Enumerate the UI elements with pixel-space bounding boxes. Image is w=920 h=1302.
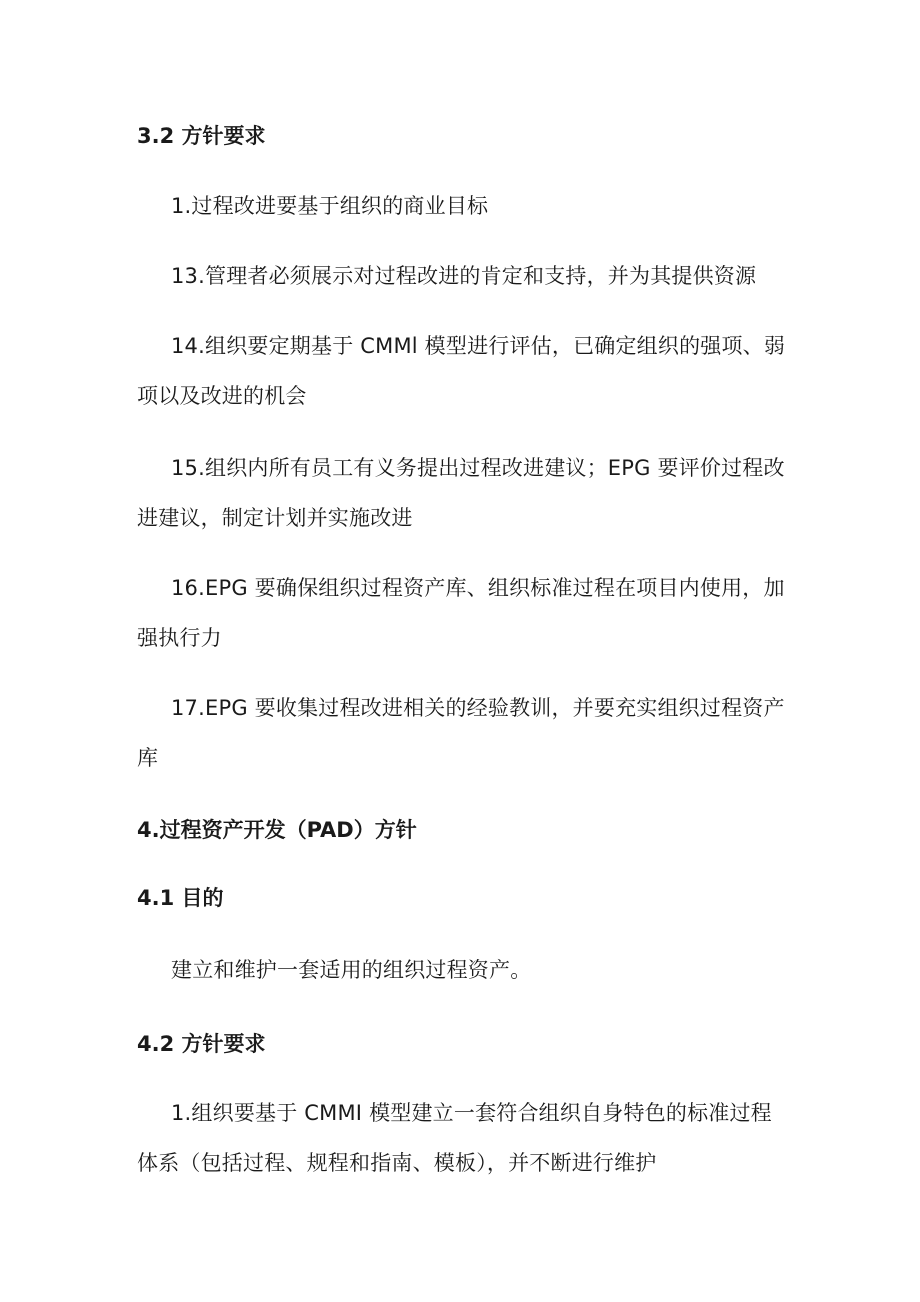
section-heading-3-2: 3.2 方针要求 bbox=[137, 124, 266, 148]
purpose-text: 建立和维护一套适用的组织过程资产。 bbox=[171, 958, 532, 982]
section-heading-4-1: 4.1 目的 bbox=[137, 886, 224, 910]
pad-policy-item-1: 1.组织要基于 CMMI 模型建立一套符合组织自身特色的标准过程体系（包括过程、规程和指南、模板），并不断进行维护 bbox=[137, 1101, 772, 1175]
section-heading-4: 4.过程资产开发（PAD）方针 bbox=[137, 818, 417, 842]
policy-item-16: 16.EPG 要确保组织过程资产库、组织标准过程在项目内使用，加强执行力 bbox=[137, 576, 785, 650]
policy-item-1: 1.过程改进要基于组织的商业目标 bbox=[171, 194, 489, 218]
policy-item-17: 17.EPG 要收集过程改进相关的经验教训，并要充实组织过程资产库 bbox=[137, 696, 785, 770]
policy-item-15: 15.组织内所有员工有义务提出过程改进建议；EPG 要评价过程改进建议，制定计划并实施改进 bbox=[137, 456, 785, 530]
section-heading-4-2: 4.2 方针要求 bbox=[137, 1032, 266, 1056]
policy-item-13: 13.管理者必须展示对过程改进的肯定和支持，并为其提供资源 bbox=[171, 264, 757, 288]
policy-item-14: 14.组织要定期基于 CMMl 模型进行评估，已确定组织的强项、弱项以及改进的机会 bbox=[137, 334, 786, 408]
